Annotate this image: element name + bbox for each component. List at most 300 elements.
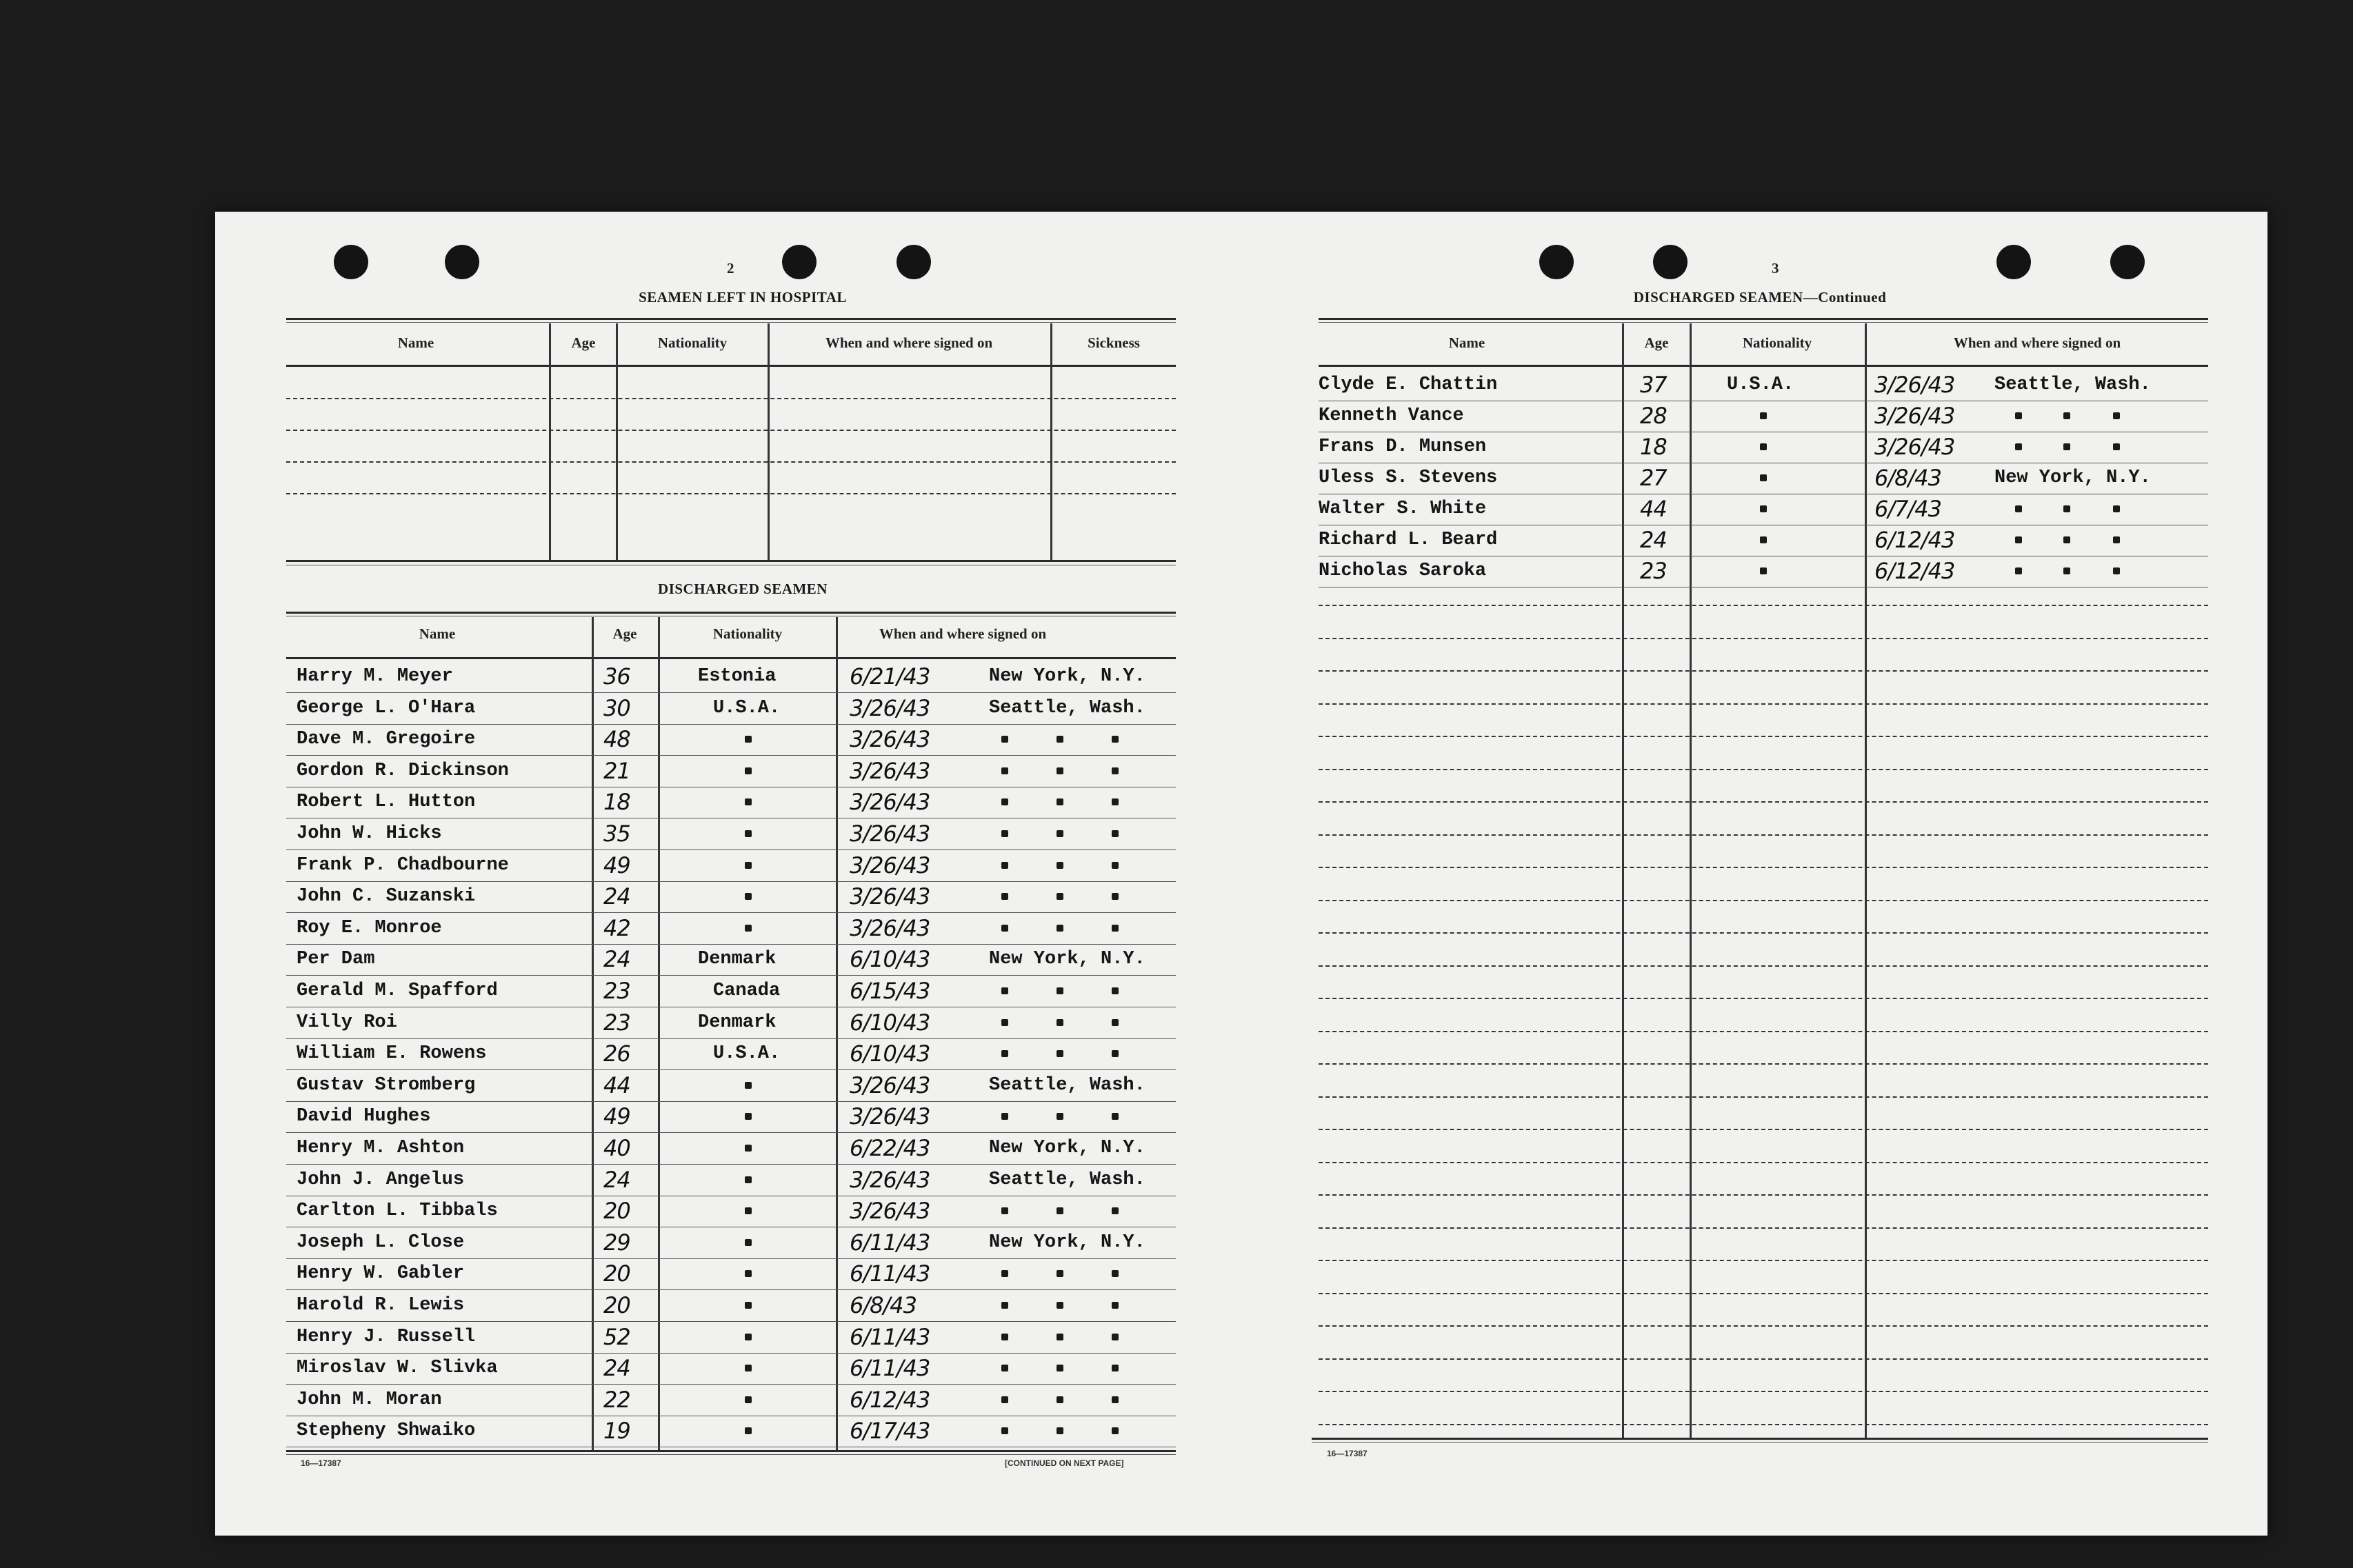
ditto-mark [2015, 412, 2022, 419]
row-rule [286, 1384, 1176, 1385]
hospital-header-name: Name [397, 334, 434, 351]
seaman-name: William E. Rowens [297, 1043, 487, 1064]
signed-on-date: 3/26/43 [850, 883, 930, 909]
column-rule [836, 617, 838, 1450]
ditto-mark [2113, 412, 2120, 419]
ditto-mark [745, 1427, 752, 1434]
ditto-mark [1001, 1302, 1008, 1309]
signed-on-place: New York, N.Y. [989, 1138, 1145, 1158]
ditto-mark [1112, 1365, 1119, 1371]
ditto-mark [1057, 1334, 1063, 1340]
seaman-name: Roy E. Monroe [297, 918, 442, 938]
seaman-name: Nicholas Saroka [1319, 561, 1487, 581]
ditto-mark [1001, 1113, 1008, 1120]
discharged-header-name: Name [419, 625, 456, 642]
signed-on-place: Seattle, Wash. [989, 698, 1145, 718]
ditto-mark [1057, 1396, 1063, 1403]
ditto-mark [2113, 536, 2120, 543]
punch-hole [782, 245, 817, 279]
column-rule [658, 617, 660, 1450]
seaman-age: 44 [603, 1072, 630, 1098]
signed-on-date: 3/26/43 [850, 852, 930, 878]
page-number-left: 2 [727, 260, 734, 277]
ditto-mark [745, 1365, 752, 1371]
blank-row-rule [1319, 1096, 2208, 1098]
ditto-mark [2063, 412, 2070, 419]
right-header-name: Name [1448, 334, 1485, 351]
ditto-mark [745, 925, 752, 932]
ditto-mark [2015, 505, 2022, 512]
blank-row-rule [1319, 736, 2208, 737]
seaman-name: Gordon R. Dickinson [297, 761, 509, 781]
ditto-mark [1112, 893, 1119, 900]
signed-on-date: 6/11/43 [850, 1229, 930, 1256]
signed-on-date: 6/11/43 [850, 1324, 930, 1350]
ditto-mark [1057, 1302, 1063, 1309]
ditto-mark [1112, 830, 1119, 837]
ditto-mark [745, 893, 752, 900]
seaman-age: 49 [603, 1103, 630, 1129]
ditto-mark [1057, 1207, 1063, 1214]
ditto-mark [745, 1239, 752, 1246]
ditto-mark [2063, 443, 2070, 450]
seaman-age: 35 [603, 821, 630, 847]
seaman-name: Kenneth Vance [1319, 405, 1464, 426]
seaman-age: 23 [603, 978, 630, 1004]
rule [286, 493, 1176, 494]
ditto-mark [1760, 567, 1767, 574]
hospital-header-nationality: Nationality [657, 334, 728, 351]
right-header-signed-on: When and where signed on [1953, 334, 2121, 351]
signed-on-date: 6/12/43 [1874, 527, 1955, 553]
row-rule [286, 881, 1176, 882]
seaman-name: Robert L. Hutton [297, 792, 476, 812]
blank-row-rule [1319, 769, 2208, 770]
seaman-age: 37 [1640, 372, 1667, 398]
title-continued: —Continued [1803, 289, 1887, 305]
ditto-mark [1057, 925, 1063, 932]
ditto-mark [1001, 1334, 1008, 1340]
row-rule [286, 1038, 1176, 1039]
ditto-mark [1112, 798, 1119, 805]
seaman-age: 19 [603, 1418, 630, 1444]
column-rule [616, 323, 618, 560]
signed-on-date: 3/26/43 [1874, 434, 1955, 460]
seaman-nationality: Canada [713, 981, 781, 1001]
ditto-mark [745, 1270, 752, 1277]
ditto-mark [2015, 536, 2022, 543]
row-rule [286, 1101, 1176, 1102]
blank-row-rule [1319, 1260, 2208, 1261]
blank-row-rule [1319, 1325, 2208, 1327]
seaman-name: John J. Angelus [297, 1169, 465, 1190]
ditto-mark [1001, 1396, 1008, 1403]
ditto-mark [1001, 1270, 1008, 1277]
ditto-mark [1001, 893, 1008, 900]
ditto-mark [1057, 767, 1063, 774]
ditto-mark [745, 830, 752, 837]
punch-hole [1539, 245, 1574, 279]
column-rule [549, 323, 551, 560]
seaman-age: 36 [603, 663, 630, 690]
row-rule [286, 692, 1176, 693]
ditto-mark [745, 1334, 752, 1340]
ditto-mark [1001, 1365, 1008, 1371]
seaman-name: Harold R. Lewis [297, 1295, 465, 1316]
blank-row-rule [1319, 1358, 2208, 1360]
blank-row-rule [1319, 1162, 2208, 1163]
seaman-age: 24 [603, 946, 630, 972]
rule [286, 1454, 1176, 1455]
row-rule [286, 1289, 1176, 1290]
ditto-mark [1112, 1302, 1119, 1309]
blank-row-rule [1319, 703, 2208, 705]
blank-row-rule [1319, 670, 2208, 672]
ditto-mark [1112, 1270, 1119, 1277]
signed-on-place: Seattle, Wash. [989, 1075, 1145, 1096]
seaman-name: George L. O'Hara [297, 698, 476, 718]
signed-on-date: 6/21/43 [850, 663, 930, 690]
ditto-mark [1112, 1207, 1119, 1214]
blank-row-rule [1319, 1293, 2208, 1294]
ditto-mark [1057, 736, 1063, 743]
seaman-name: Clyde E. Chattin [1319, 374, 1498, 395]
ditto-mark [1001, 1019, 1008, 1026]
discharged-section-title: DISCHARGED SEAMEN [658, 581, 828, 597]
row-rule [286, 755, 1176, 756]
seaman-nationality: U.S.A. [713, 698, 781, 718]
form-number-left: 16—17387 [301, 1458, 341, 1468]
ditto-mark [2015, 567, 2022, 574]
column-rule [1690, 323, 1692, 1438]
discharged-continued-title [1634, 289, 1886, 306]
title-main: DISCHARGED SEAMEN [1633, 289, 1803, 305]
seaman-name: Frans D. Munsen [1319, 436, 1487, 457]
rule [286, 322, 1176, 323]
signed-on-date: 3/26/43 [850, 1198, 930, 1224]
seaman-name: Harry M. Meyer [297, 666, 453, 687]
ditto-mark [2113, 443, 2120, 450]
ditto-mark [745, 736, 752, 743]
row-rule [286, 1258, 1176, 1259]
signed-on-date: 6/8/43 [1874, 465, 1941, 491]
seaman-name: John W. Hicks [297, 823, 442, 844]
seaman-name: Per Dam [297, 949, 375, 969]
rule [286, 612, 1176, 614]
signed-on-place: New York, N.Y. [989, 666, 1145, 687]
signed-on-date: 3/26/43 [1874, 403, 1955, 429]
seaman-nationality: U.S.A. [713, 1043, 781, 1064]
blank-row-rule [1319, 1031, 2208, 1032]
seaman-name: Frank P. Chadbourne [297, 855, 509, 876]
signed-on-date: 6/10/43 [850, 1041, 930, 1067]
ditto-mark [1001, 1050, 1008, 1057]
rule [286, 461, 1176, 463]
rule [1319, 322, 2208, 323]
ditto-mark [1001, 767, 1008, 774]
discharged-header-age: Age [612, 625, 637, 642]
ditto-mark [2063, 536, 2070, 543]
blank-row-rule [1319, 1391, 2208, 1392]
row-rule [286, 1132, 1176, 1133]
seaman-age: 44 [1640, 496, 1667, 522]
ditto-mark [1057, 893, 1063, 900]
page-number-right: 3 [1772, 260, 1779, 277]
signed-on-date: 6/22/43 [850, 1135, 930, 1161]
signed-on-date: 6/12/43 [850, 1387, 930, 1413]
signed-on-date: 3/26/43 [850, 1103, 930, 1129]
signed-on-place: New York, N.Y. [989, 1232, 1145, 1253]
ditto-mark [1112, 1113, 1119, 1120]
seaman-name: John M. Moran [297, 1389, 442, 1410]
blank-row-rule [1319, 867, 2208, 868]
seaman-age: 49 [603, 852, 630, 878]
ditto-mark [745, 767, 752, 774]
blank-row-rule [1319, 932, 2208, 934]
blank-row-rule [1319, 1227, 2208, 1229]
ditto-mark [1001, 1427, 1008, 1434]
column-rule [592, 617, 594, 1450]
signed-on-date: 3/26/43 [850, 758, 930, 784]
ditto-mark [1057, 987, 1063, 994]
ditto-mark [1112, 736, 1119, 743]
ditto-mark [1760, 536, 1767, 543]
signed-on-place: New York, N.Y. [1994, 468, 2151, 488]
ditto-mark [1057, 862, 1063, 869]
rule [1319, 318, 2208, 320]
blank-row-rule [1319, 1424, 2208, 1425]
rule [286, 1450, 1176, 1452]
rule [286, 430, 1176, 431]
seaman-name: Henry J. Russell [297, 1327, 476, 1347]
ditto-mark [1001, 862, 1008, 869]
seaman-name: Joseph L. Close [297, 1232, 465, 1253]
seaman-name: Richard L. Beard [1319, 530, 1498, 550]
seaman-age: 30 [603, 695, 630, 721]
ditto-mark [745, 1113, 752, 1120]
ditto-mark [1057, 1019, 1063, 1026]
signed-on-date: 3/26/43 [850, 821, 930, 847]
seaman-name: Gerald M. Spafford [297, 981, 498, 1001]
signed-on-date: 6/12/43 [1874, 558, 1955, 584]
seaman-age: 21 [603, 758, 630, 784]
signed-on-date: 3/26/43 [850, 915, 930, 941]
signed-on-place: Seattle, Wash. [1994, 374, 2151, 395]
discharged-header-nationality: Nationality [712, 625, 783, 642]
signed-on-place: Seattle, Wash. [989, 1169, 1145, 1190]
seaman-age: 24 [603, 1355, 630, 1381]
ditto-mark [1001, 987, 1008, 994]
ditto-mark [1112, 1050, 1119, 1057]
ditto-mark [745, 798, 752, 805]
ditto-mark [1057, 830, 1063, 837]
ditto-mark [1001, 798, 1008, 805]
discharged-header-signed-on: When and where signed on [879, 625, 1047, 642]
ditto-mark [1112, 925, 1119, 932]
blank-row-rule [1319, 965, 2208, 967]
blank-row-rule [1319, 605, 2208, 606]
seaman-age: 48 [603, 726, 630, 752]
signed-on-date: 6/17/43 [850, 1418, 930, 1444]
row-rule [286, 1069, 1176, 1070]
seaman-age: 27 [1640, 465, 1667, 491]
ditto-mark [1057, 1050, 1063, 1057]
ditto-mark [2063, 567, 2070, 574]
signed-on-date: 6/10/43 [850, 1009, 930, 1036]
ditto-mark [1112, 1396, 1119, 1403]
rule [1319, 365, 2208, 367]
rule [286, 657, 1176, 659]
seaman-nationality: Denmark [698, 1012, 777, 1033]
rule [1312, 1442, 2208, 1443]
ditto-mark [745, 862, 752, 869]
row-rule [286, 912, 1176, 913]
ditto-mark [1001, 925, 1008, 932]
column-rule [1865, 323, 1867, 1438]
rule [286, 365, 1176, 367]
seaman-nationality: Denmark [698, 949, 777, 969]
column-rule [768, 323, 770, 560]
seaman-name: Uless S. Stevens [1319, 468, 1498, 488]
seaman-name: John C. Suzanski [297, 886, 476, 907]
ditto-mark [1112, 767, 1119, 774]
ditto-mark [1112, 1427, 1119, 1434]
ditto-mark [1760, 412, 1767, 419]
seaman-age: 23 [1640, 558, 1667, 584]
seaman-name: Villy Roi [297, 1012, 397, 1033]
punch-hole [1653, 245, 1688, 279]
seaman-age: 20 [603, 1292, 630, 1318]
hospital-header-age: Age [571, 334, 596, 351]
ditto-mark [745, 1176, 752, 1183]
seaman-name: David Hughes [297, 1106, 431, 1127]
seaman-name: Carlton L. Tibbals [297, 1200, 498, 1221]
ditto-mark [1760, 443, 1767, 450]
row-rule [286, 724, 1176, 725]
punch-hole [445, 245, 479, 279]
seaman-name: Henry W. Gabler [297, 1263, 465, 1284]
blank-row-rule [1319, 1194, 2208, 1196]
ditto-mark [1057, 1270, 1063, 1277]
seaman-name: Henry M. Ashton [297, 1138, 465, 1158]
ditto-mark [745, 1082, 752, 1089]
rule [1312, 1438, 2208, 1440]
ditto-mark [1112, 987, 1119, 994]
signed-on-date: 6/10/43 [850, 946, 930, 972]
seaman-age: 28 [1640, 403, 1667, 429]
ditto-mark [745, 1396, 752, 1403]
seaman-age: 24 [603, 1167, 630, 1193]
signed-on-date: 3/26/43 [850, 1072, 930, 1098]
blank-row-rule [1319, 801, 2208, 803]
seaman-age: 24 [1640, 527, 1667, 553]
punch-hole [897, 245, 931, 279]
seaman-age: 20 [603, 1198, 630, 1224]
punch-hole [2110, 245, 2145, 279]
column-rule [1050, 323, 1052, 560]
seaman-nationality: U.S.A. [1727, 374, 1794, 395]
form-number-right: 16—17387 [1327, 1449, 1368, 1458]
ditto-mark [2113, 567, 2120, 574]
ditto-mark [2015, 443, 2022, 450]
seaman-age: 52 [603, 1324, 630, 1350]
ditto-mark [1057, 1427, 1063, 1434]
ditto-mark [1001, 736, 1008, 743]
ditto-mark [1057, 1113, 1063, 1120]
seaman-name: Gustav Stromberg [297, 1075, 476, 1096]
document-page [215, 212, 2267, 1536]
ditto-mark [745, 1207, 752, 1214]
hospital-section-title: SEAMEN LEFT IN HOSPITAL [639, 289, 847, 305]
seaman-age: 23 [603, 1009, 630, 1036]
punch-hole [1996, 245, 2031, 279]
blank-row-rule [1319, 1129, 2208, 1130]
seaman-age: 42 [603, 915, 630, 941]
ditto-mark [1760, 474, 1767, 481]
signed-on-date: 3/26/43 [850, 726, 930, 752]
seaman-name: Dave M. Gregoire [297, 729, 476, 750]
right-header-age: Age [1644, 334, 1669, 351]
row-rule [286, 944, 1176, 945]
seaman-age: 40 [603, 1135, 630, 1161]
blank-row-rule [1319, 834, 2208, 836]
right-header-nationality: Nationality [1742, 334, 1812, 351]
ditto-mark [745, 1302, 752, 1309]
seaman-name: Walter S. White [1319, 499, 1487, 519]
seaman-age: 20 [603, 1260, 630, 1287]
ditto-mark [1112, 862, 1119, 869]
blank-row-rule [1319, 638, 2208, 639]
signed-on-date: 3/26/43 [850, 789, 930, 815]
signed-on-date: 6/15/43 [850, 978, 930, 1004]
ditto-mark [1760, 505, 1767, 512]
seaman-nationality: Estonia [698, 666, 777, 687]
continued-note: [CONTINUED ON NEXT PAGE] [1005, 1458, 1124, 1468]
row-rule [286, 1321, 1176, 1322]
seaman-age: 29 [603, 1229, 630, 1256]
column-rule [1622, 323, 1624, 1438]
blank-row-rule [1319, 1063, 2208, 1065]
signed-on-date: 6/11/43 [850, 1260, 930, 1287]
ditto-mark [2063, 505, 2070, 512]
punch-hole [334, 245, 368, 279]
rule [286, 560, 1176, 562]
rule [286, 398, 1176, 399]
signed-on-date: 6/11/43 [850, 1355, 930, 1381]
ditto-mark [1112, 1334, 1119, 1340]
signed-on-date: 6/7/43 [1874, 496, 1941, 522]
ditto-mark [1057, 798, 1063, 805]
signed-on-date: 3/26/43 [850, 695, 930, 721]
hospital-header-sickness: Sickness [1088, 334, 1140, 351]
blank-row-rule [1319, 900, 2208, 901]
row-rule [286, 1353, 1176, 1354]
seaman-age: 18 [1640, 434, 1667, 460]
rule [286, 318, 1176, 320]
seaman-age: 18 [603, 789, 630, 815]
seaman-age: 24 [603, 883, 630, 909]
ditto-mark [1057, 1365, 1063, 1371]
blank-row-rule [1319, 998, 2208, 999]
seaman-name: Miroslav W. Slivka [297, 1358, 498, 1378]
row-rule [286, 1164, 1176, 1165]
ditto-mark [2113, 505, 2120, 512]
signed-on-place: New York, N.Y. [989, 949, 1145, 969]
ditto-mark [1001, 1207, 1008, 1214]
seaman-age: 22 [603, 1387, 630, 1413]
seaman-name: Stepheny Shwaiko [297, 1420, 476, 1441]
seaman-age: 26 [603, 1041, 630, 1067]
